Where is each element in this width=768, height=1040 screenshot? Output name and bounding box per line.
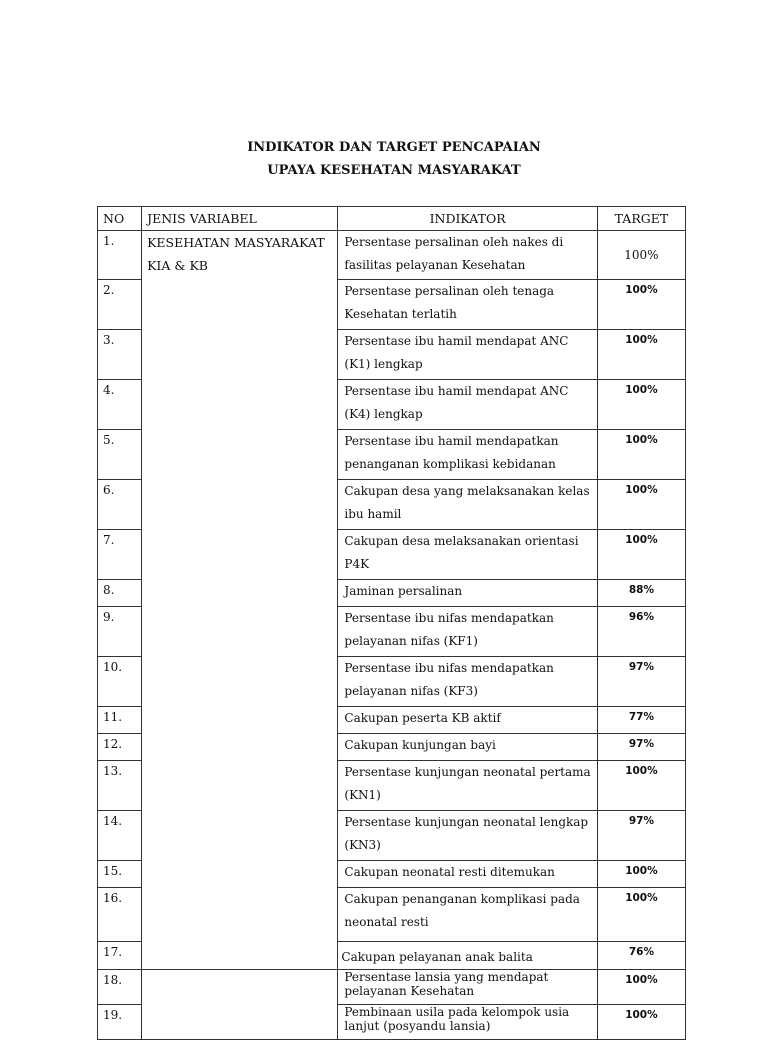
row-indicator: Persentase persalinan oleh tenaga Kesehatan terlatih: [338, 280, 597, 330]
variable-group-lansia: [142, 970, 338, 1040]
row-number: 12.: [98, 734, 142, 761]
row-indicator: Persentase kunjungan neonatal lengkap (KN3): [338, 811, 597, 861]
row-number: 10.: [98, 657, 142, 707]
row-indicator: Persentase persalinan oleh nakes di fasilitas pelayanan Kesehatan: [338, 231, 597, 280]
row-number: 18.: [98, 970, 142, 1005]
row-target: 100%: [597, 888, 685, 942]
row-number: 6.: [98, 480, 142, 530]
row-number: 3.: [98, 330, 142, 380]
variable-group-kia-kb: KESEHATAN MASYARAKAT KIA & KB: [142, 231, 338, 970]
row-target: 100%: [597, 480, 685, 530]
row-indicator: Cakupan penanganan komplikasi pada neonatal resti: [338, 888, 597, 942]
row-indicator: Jaminan persalinan: [338, 580, 597, 607]
header-indicator: INDIKATOR: [338, 207, 597, 231]
row-target: 77%: [597, 707, 685, 734]
row-target: 97%: [597, 811, 685, 861]
row-target: 97%: [597, 657, 685, 707]
row-number: 13.: [98, 761, 142, 811]
row-number: 19.: [98, 1005, 142, 1040]
table-row: [98, 231, 686, 280]
row-indicator: Cakupan pelayanan anak balita: [338, 942, 597, 970]
row-target: 100%: [597, 231, 685, 280]
table-row: [98, 970, 686, 1005]
row-target: 88%: [597, 580, 685, 607]
row-number: 9.: [98, 607, 142, 657]
row-number: 15.: [98, 861, 142, 888]
row-indicator: Persentase ibu hamil mendapat ANC (K4) lengkap: [338, 380, 597, 430]
row-indicator: Persentase lansia yang mendapat pelayanan Kesehatan: [338, 970, 597, 1005]
row-indicator: Cakupan peserta KB aktif: [338, 707, 597, 734]
row-target: 100%: [597, 280, 685, 330]
row-number: 8.: [98, 580, 142, 607]
row-number: 7.: [98, 530, 142, 580]
row-target: 76%: [597, 942, 685, 970]
row-target: 100%: [597, 330, 685, 380]
header-target: TARGET: [597, 207, 685, 231]
indicator-table: [97, 206, 686, 1040]
row-target: 96%: [597, 607, 685, 657]
row-indicator: Persentase ibu hamil mendapat ANC (K1) lengkap: [338, 330, 597, 380]
row-indicator: Persentase kunjungan neonatal pertama (KN1): [338, 761, 597, 811]
row-number: 17.: [98, 942, 142, 970]
row-indicator: Pembinaan usila pada kelompok usia lanjut (posyandu lansia): [338, 1005, 597, 1040]
row-target: 100%: [597, 761, 685, 811]
row-target: 97%: [597, 734, 685, 761]
row-number: 5.: [98, 430, 142, 480]
row-number: 4.: [98, 380, 142, 430]
row-target: 100%: [597, 970, 685, 1005]
document-title-line-1: INDIKATOR DAN TARGET PENCAPAIAN: [247, 140, 541, 155]
row-indicator: Persentase ibu nifas mendapatkan pelayanan nifas (KF1): [338, 607, 597, 657]
row-number: 2.: [98, 280, 142, 330]
row-indicator: Persentase ibu nifas mendapatkan pelayanan nifas (KF3): [338, 657, 597, 707]
row-number: 14.: [98, 811, 142, 861]
row-target: 100%: [597, 530, 685, 580]
document-title-line-2: UPAYA KESEHATAN MASYARAKAT: [267, 163, 521, 178]
row-indicator: Cakupan neonatal resti ditemukan: [338, 861, 597, 888]
row-number: 11.: [98, 707, 142, 734]
row-indicator: Persentase ibu hamil mendapatkan penanganan komplikasi kebidanan: [338, 430, 597, 480]
row-indicator: Cakupan desa melaksanakan orientasi P4K: [338, 530, 597, 580]
row-target: 100%: [597, 430, 685, 480]
row-target: 100%: [597, 380, 685, 430]
table-header-row: [98, 207, 686, 231]
row-indicator: Cakupan desa yang melaksanakan kelas ibu hamil: [338, 480, 597, 530]
row-number: 1.: [98, 231, 142, 280]
row-target: 100%: [597, 1005, 685, 1040]
row-indicator: Cakupan kunjungan bayi: [338, 734, 597, 761]
header-variable: JENIS VARIABEL: [142, 207, 338, 231]
header-no: NO: [98, 207, 142, 231]
row-target: 100%: [597, 861, 685, 888]
row-number: 16.: [98, 888, 142, 942]
